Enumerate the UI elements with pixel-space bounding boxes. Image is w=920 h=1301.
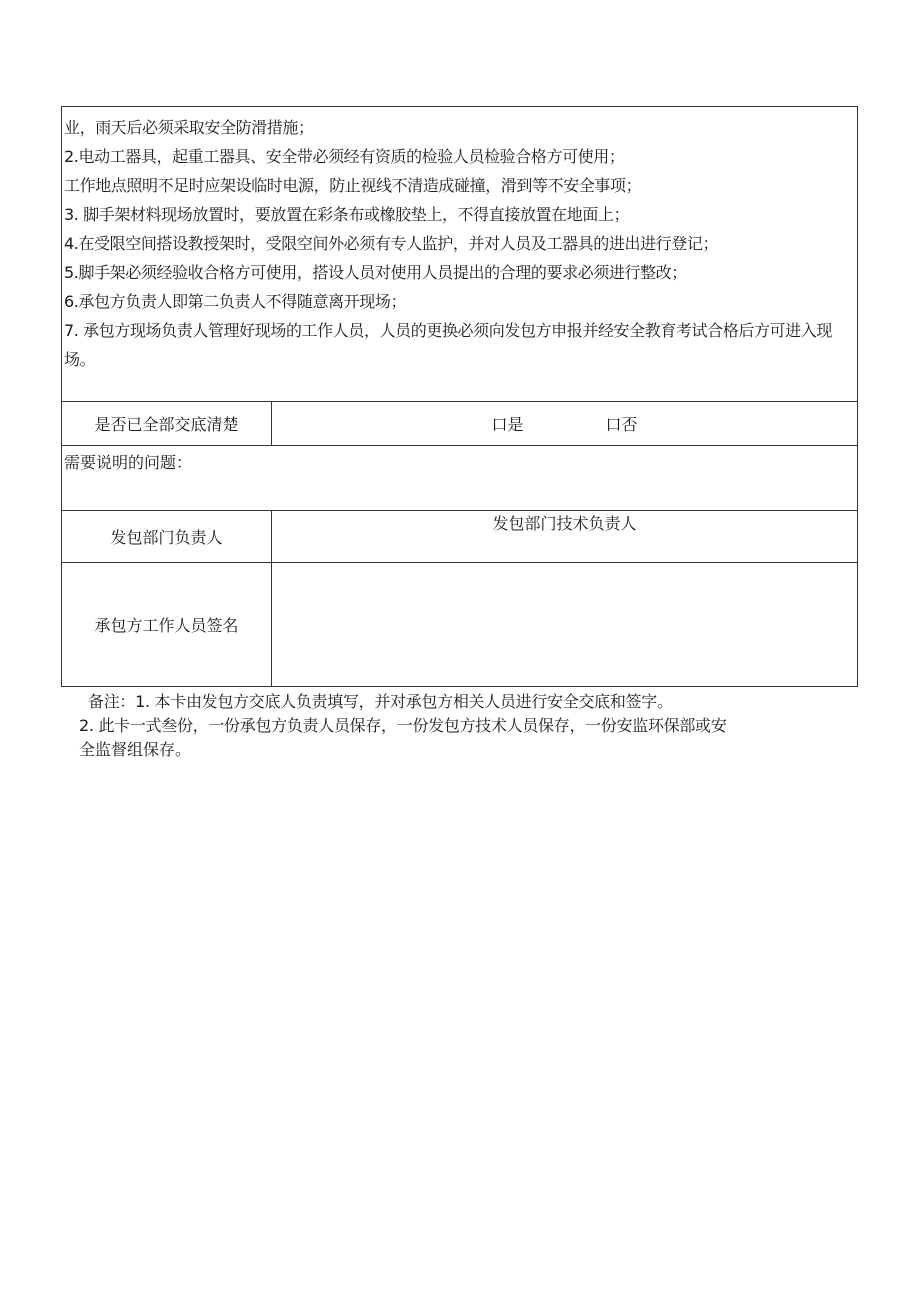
remark-line: 备注：1. 本卡由发包方交底人负责填写，并对承包方相关人员进行安全交底和签字。 — [88, 692, 673, 711]
remark-line: 全监督组保存。 — [79, 740, 192, 759]
requirement-line: 工作地点照明不足时应架设临时电源，防止视线不清造成碰撞，滑到等不安全事项； — [64, 176, 642, 195]
requirement-line: 业，雨天后必须采取安全防滑措施； — [64, 118, 314, 137]
requirement-line: 5.脚手架必须经验收合格方可使用，搭设人员对使用人员提出的合理的要求必须进行整改； — [64, 263, 687, 282]
requirement-line: 2.电动工器具，起重工器具、安全带必须经有资质的检验人员检验合格方可使用； — [64, 147, 625, 166]
department-row — [62, 511, 858, 563]
dept-tech-head-label: 发包部门技术负责人 — [492, 514, 637, 533]
option-no-checkbox[interactable]: 口否 — [605, 415, 638, 434]
issues-row — [62, 446, 858, 511]
remark-line: 2. 此卡一式叁份，一份承包方负责人员保存，一份发包方技术人员保存，一份安监环保部或安 — [79, 716, 727, 735]
remarks — [61, 690, 858, 762]
requirement-line: 6.承包方负责人即第二负责人不得随意离开现场； — [64, 292, 407, 311]
signature-label: 承包方工作人员签名 — [62, 563, 272, 687]
confirm-label: 是否已全部交底清楚 — [62, 402, 272, 446]
requirement-line: 7. 承包方现场负责人管理好现场的工作人员，人员的更换必须向发包方申报并经安全教育考试合格后方可进入现场。 — [64, 321, 832, 369]
signature-row — [62, 563, 858, 687]
confirm-row — [62, 402, 858, 446]
issues-cell[interactable] — [62, 446, 858, 511]
issues-label: 需要说明的问题： — [64, 453, 193, 472]
signature-field[interactable] — [272, 563, 858, 687]
confirm-options — [272, 402, 858, 446]
safety-requirements-list — [62, 107, 857, 374]
option-yes-checkbox[interactable]: 口是 — [491, 415, 524, 434]
dept-tech-head-cell[interactable] — [272, 511, 858, 563]
safety-briefing-card — [61, 106, 858, 762]
dept-head-label: 发包部门负责人 — [62, 511, 272, 563]
safety-requirements-row — [62, 107, 858, 402]
briefing-form-table — [61, 106, 858, 687]
safety-requirements-cell — [62, 107, 858, 402]
requirement-line: 3. 脚手架材料现场放置时，要放置在彩条布或橡胶垫上，不得直接放置在地面上； — [64, 205, 630, 224]
requirement-line: 4.在受限空间搭设教授架时，受限空间外必须有专人监护，并对人员及工器具的进出进行登记； — [64, 234, 719, 253]
